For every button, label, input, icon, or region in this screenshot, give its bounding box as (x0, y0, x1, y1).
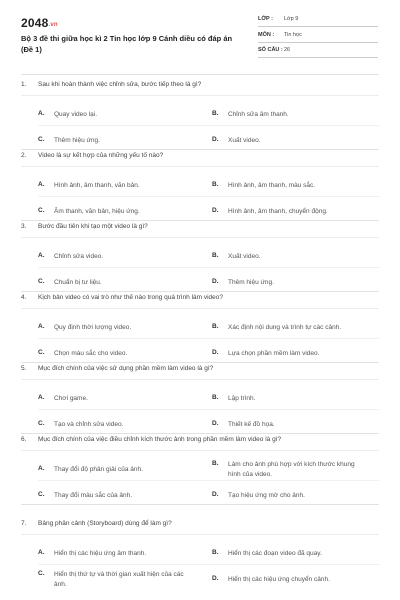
option-text: Hiển thị các đoạn video đã quay. (228, 550, 322, 557)
document-title: Bộ 3 đề thi giữa học kì 2 Tin học lớp 9 Cánh diều có đáp án (Đề 1) (21, 34, 233, 54)
question-number: 6. (21, 436, 27, 443)
option-text: Chơi game. (54, 395, 88, 402)
option-text: Xuất video. (228, 253, 261, 260)
question-text: Bảng phân cảnh (Storyboard) dùng để làm gì? (38, 520, 172, 527)
option-letter: C. (38, 349, 45, 356)
question-text: Sau khi hoàn thành việc chỉnh sửa, bước tiếp theo là gì? (38, 81, 202, 88)
option-text: Hình ảnh, âm thanh, chuyển động. (228, 208, 328, 215)
option-text: Thay đổi màu sắc của ảnh. (54, 492, 133, 499)
option-text: Thêm hiệu ứng. (54, 137, 100, 144)
option-letter: C. (38, 136, 45, 143)
question-separator (21, 291, 379, 292)
option-letter: D. (212, 491, 219, 498)
option-letter: B. (212, 323, 219, 330)
option-text: Tạo và chỉnh sửa video. (54, 421, 124, 428)
option-text: Chỉnh sửa video. (54, 253, 104, 260)
option-text: Hiển thị thứ tự và thời gian xuất hiện của các ảnh. (54, 571, 184, 588)
option-letter: D. (212, 420, 219, 427)
question-separator (21, 433, 379, 434)
option-letter: C. (38, 420, 45, 427)
question-separator (21, 220, 379, 221)
option-divider (38, 125, 379, 126)
question-separator (21, 149, 379, 150)
option-text: Thêm hiệu ứng. (228, 279, 274, 286)
option-text: Lập trình. (228, 395, 256, 402)
question-number: 5. (21, 365, 27, 372)
question-divider (21, 534, 379, 535)
question-divider (21, 379, 379, 380)
option-letter: A. (38, 110, 45, 117)
question-text: Mục đích chính của việc điều chỉnh kích thước ảnh trong phần mềm làm video là gì? (38, 436, 282, 443)
option-letter: B. (212, 460, 219, 467)
option-text: Hình ảnh, âm thanh, văn bản. (54, 182, 140, 189)
meta-value: Lớp 9 (284, 16, 299, 22)
option-text: Làm cho ảnh phù hợp với kích thước khung hình của video. (228, 461, 355, 478)
option-letter: C. (38, 278, 45, 285)
document-header (0, 0, 400, 76)
meta-value: 26 (284, 47, 291, 53)
option-text: Chọn màu sắc cho video. (54, 350, 128, 357)
option-letter: A. (38, 549, 45, 556)
question-separator (21, 504, 379, 505)
option-letter: D. (212, 278, 219, 285)
meta-key: SỐ CÂU : (258, 47, 283, 53)
question-number: 1. (21, 81, 27, 88)
option-text: Âm thanh, văn bản, hiệu ứng. (54, 208, 140, 215)
option-letter: B. (212, 549, 219, 556)
option-text: Tạo hiệu ứng mờ cho ảnh. (228, 492, 305, 499)
option-text: Quy định thời lượng video. (54, 324, 132, 331)
option-text: Xuất video. (228, 137, 261, 144)
question-separator (21, 362, 379, 363)
meta-key: MÔN : (258, 32, 275, 38)
option-text: Quay video lại. (54, 111, 97, 118)
header-divider (21, 74, 379, 75)
question-divider (21, 166, 379, 167)
option-text: Hiển thị các hiệu ứng chuyển cảnh. (228, 576, 330, 583)
question-text: Kịch bản video có vai trò như thế nào trong quá trình làm video? (38, 294, 224, 301)
option-letter: B. (212, 252, 219, 259)
option-letter: A. (38, 323, 45, 330)
meta-question-count (258, 45, 378, 58)
site-logo[interactable] (21, 16, 58, 30)
option-divider (38, 338, 379, 339)
question-number: 2. (21, 152, 27, 159)
question-text: Bước đầu tiên khi tạo một video là gì? (38, 223, 148, 230)
option-letter: A. (38, 465, 45, 472)
option-letter: A. (38, 181, 45, 188)
option-text: Chuẩn bị tư liệu. (54, 279, 102, 286)
question-number: 7. (21, 520, 27, 527)
option-letter: B. (212, 110, 219, 117)
option-text: Thay đổi độ phân giải của ảnh. (54, 466, 143, 473)
meta-class (258, 14, 378, 27)
option-letter: D. (212, 136, 219, 143)
option-text: Lựa chọn phần mềm làm video. (228, 350, 320, 357)
option-text: Hình ảnh, âm thanh, màu sắc. (228, 182, 316, 189)
option-text: Thiết kế đồ họa. (228, 421, 275, 428)
meta-key: LỚP : (258, 16, 273, 22)
question-divider (21, 237, 379, 238)
question-number: 4. (21, 294, 27, 301)
option-letter: D. (212, 349, 219, 356)
option-divider (38, 409, 379, 410)
question-divider (21, 308, 379, 309)
logo-main: 2048 (21, 16, 49, 30)
question-divider (21, 95, 379, 96)
option-letter: D. (212, 575, 219, 582)
option-letter: C. (38, 570, 45, 577)
option-text: Xác định nội dung và trình tự các cảnh. (228, 324, 342, 331)
option-divider (38, 564, 379, 565)
option-text: Hiển thị các hiệu ứng âm thanh. (54, 550, 147, 557)
option-letter: D. (212, 207, 219, 214)
option-letter: C. (38, 491, 45, 498)
question-text: Mục đích chính của việc sử dụng phần mềm làm video là gì? (38, 365, 214, 372)
option-letter: A. (38, 252, 45, 259)
option-divider (38, 480, 379, 481)
question-text: Video là sự kết hợp của những yếu tố nào? (38, 152, 164, 159)
option-letter: C. (38, 207, 45, 214)
option-letter: A. (38, 394, 45, 401)
logo-suffix: .vn (48, 22, 58, 28)
option-text: Chỉnh sửa âm thanh. (228, 111, 289, 118)
meta-value: Tin học (284, 32, 302, 38)
option-letter: B. (212, 394, 219, 401)
option-divider (38, 267, 379, 268)
meta-subject (258, 30, 378, 43)
option-divider (38, 196, 379, 197)
question-divider (21, 450, 379, 451)
question-number: 3. (21, 223, 27, 230)
option-letter: B. (212, 181, 219, 188)
